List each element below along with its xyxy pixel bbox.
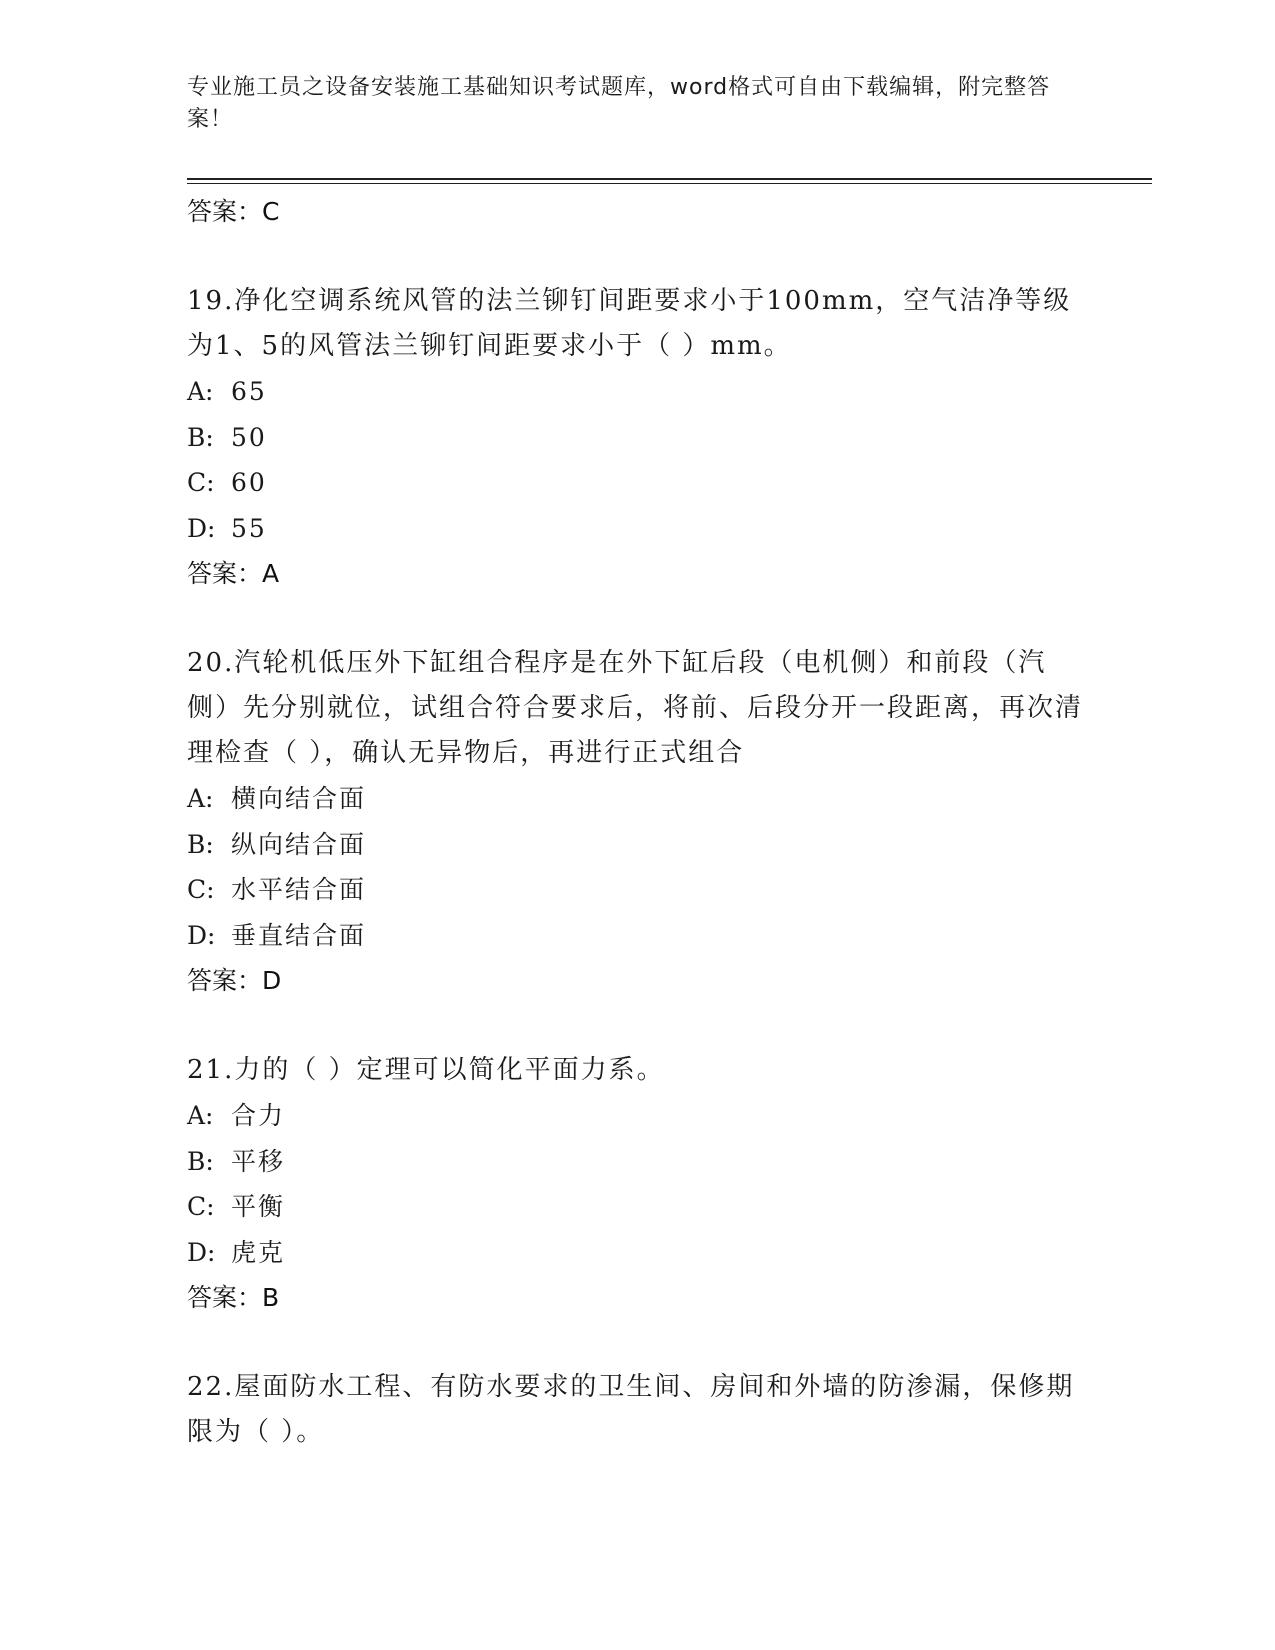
option-text: 65 (231, 377, 267, 406)
option-20-a (187, 776, 1087, 822)
option-letter: C: (187, 1192, 215, 1221)
option-21-c (187, 1184, 1087, 1230)
answer-line-20: 答案：D (187, 966, 282, 995)
option-text: 平衡 (231, 1192, 286, 1221)
option-letter: B: (187, 422, 214, 452)
option-text: 水平结合面 (231, 875, 367, 904)
option-letter: D: (187, 513, 216, 543)
option-text: 垂直结合面 (231, 920, 367, 950)
option-20-c (187, 867, 1087, 913)
document-header: 专业施工员之设备安装施工基础知识考试题库，word格式可自由下载编辑，附完整答案！ (187, 75, 1051, 132)
option-text: 50 (231, 422, 267, 452)
option-text: 横向结合面 (231, 784, 367, 813)
option-19-b (187, 415, 1087, 461)
header-rule-thick (187, 178, 1152, 180)
option-20-d (187, 913, 1087, 959)
option-text: 虎克 (231, 1237, 286, 1267)
option-letter: A: (187, 784, 214, 813)
question-stem-22: 22.屋面防水工程、有防水要求的卫生间、房间和外墙的防渗漏，保修期限为（ ）。 (187, 1372, 1075, 1447)
question-list (187, 189, 1087, 1455)
option-letter: B: (187, 829, 214, 859)
option-text: 55 (231, 513, 267, 543)
answer-line-21: 答案：B (187, 1283, 280, 1312)
option-letter: D: (187, 920, 216, 950)
option-letter: A: (187, 377, 214, 406)
header-rule-thin (187, 183, 1152, 184)
option-19-c (187, 460, 1087, 506)
option-text: 合力 (231, 1101, 286, 1130)
option-letter: D: (187, 1237, 216, 1267)
question-stem-20: 20.汽轮机低压外下缸组合程序是在外下缸后段（电机侧）和前段（汽侧）先分别就位，试组合符合要求后，将前、后段分开一段距离，再次清理检查（ ），确认无异物后，再进行正式组合 (187, 648, 1084, 768)
option-letter: C: (187, 468, 215, 497)
option-text: 60 (231, 468, 267, 497)
answer-line: 答案：C (187, 197, 280, 226)
option-letter: A: (187, 1101, 214, 1130)
option-text: 纵向结合面 (231, 829, 367, 859)
option-letter: B: (187, 1146, 214, 1176)
answer-line-19: 答案：A (187, 559, 280, 588)
option-19-d (187, 506, 1087, 552)
option-21-d (187, 1230, 1087, 1276)
question-stem-21: 21.力的（ ）定理可以简化平面力系。 (187, 1055, 665, 1085)
option-19-a (187, 369, 1087, 415)
question-stem-19: 19.净化空调系统风管的法兰铆钉间距要求小于100mm，空气洁净等级为1、5的风管法兰铆钉间距要求小于（ ）mm。 (187, 286, 1072, 361)
option-20-b (187, 822, 1087, 868)
option-21-a (187, 1093, 1087, 1139)
option-letter: C: (187, 875, 215, 904)
option-text: 平移 (231, 1146, 286, 1176)
option-21-b (187, 1139, 1087, 1185)
